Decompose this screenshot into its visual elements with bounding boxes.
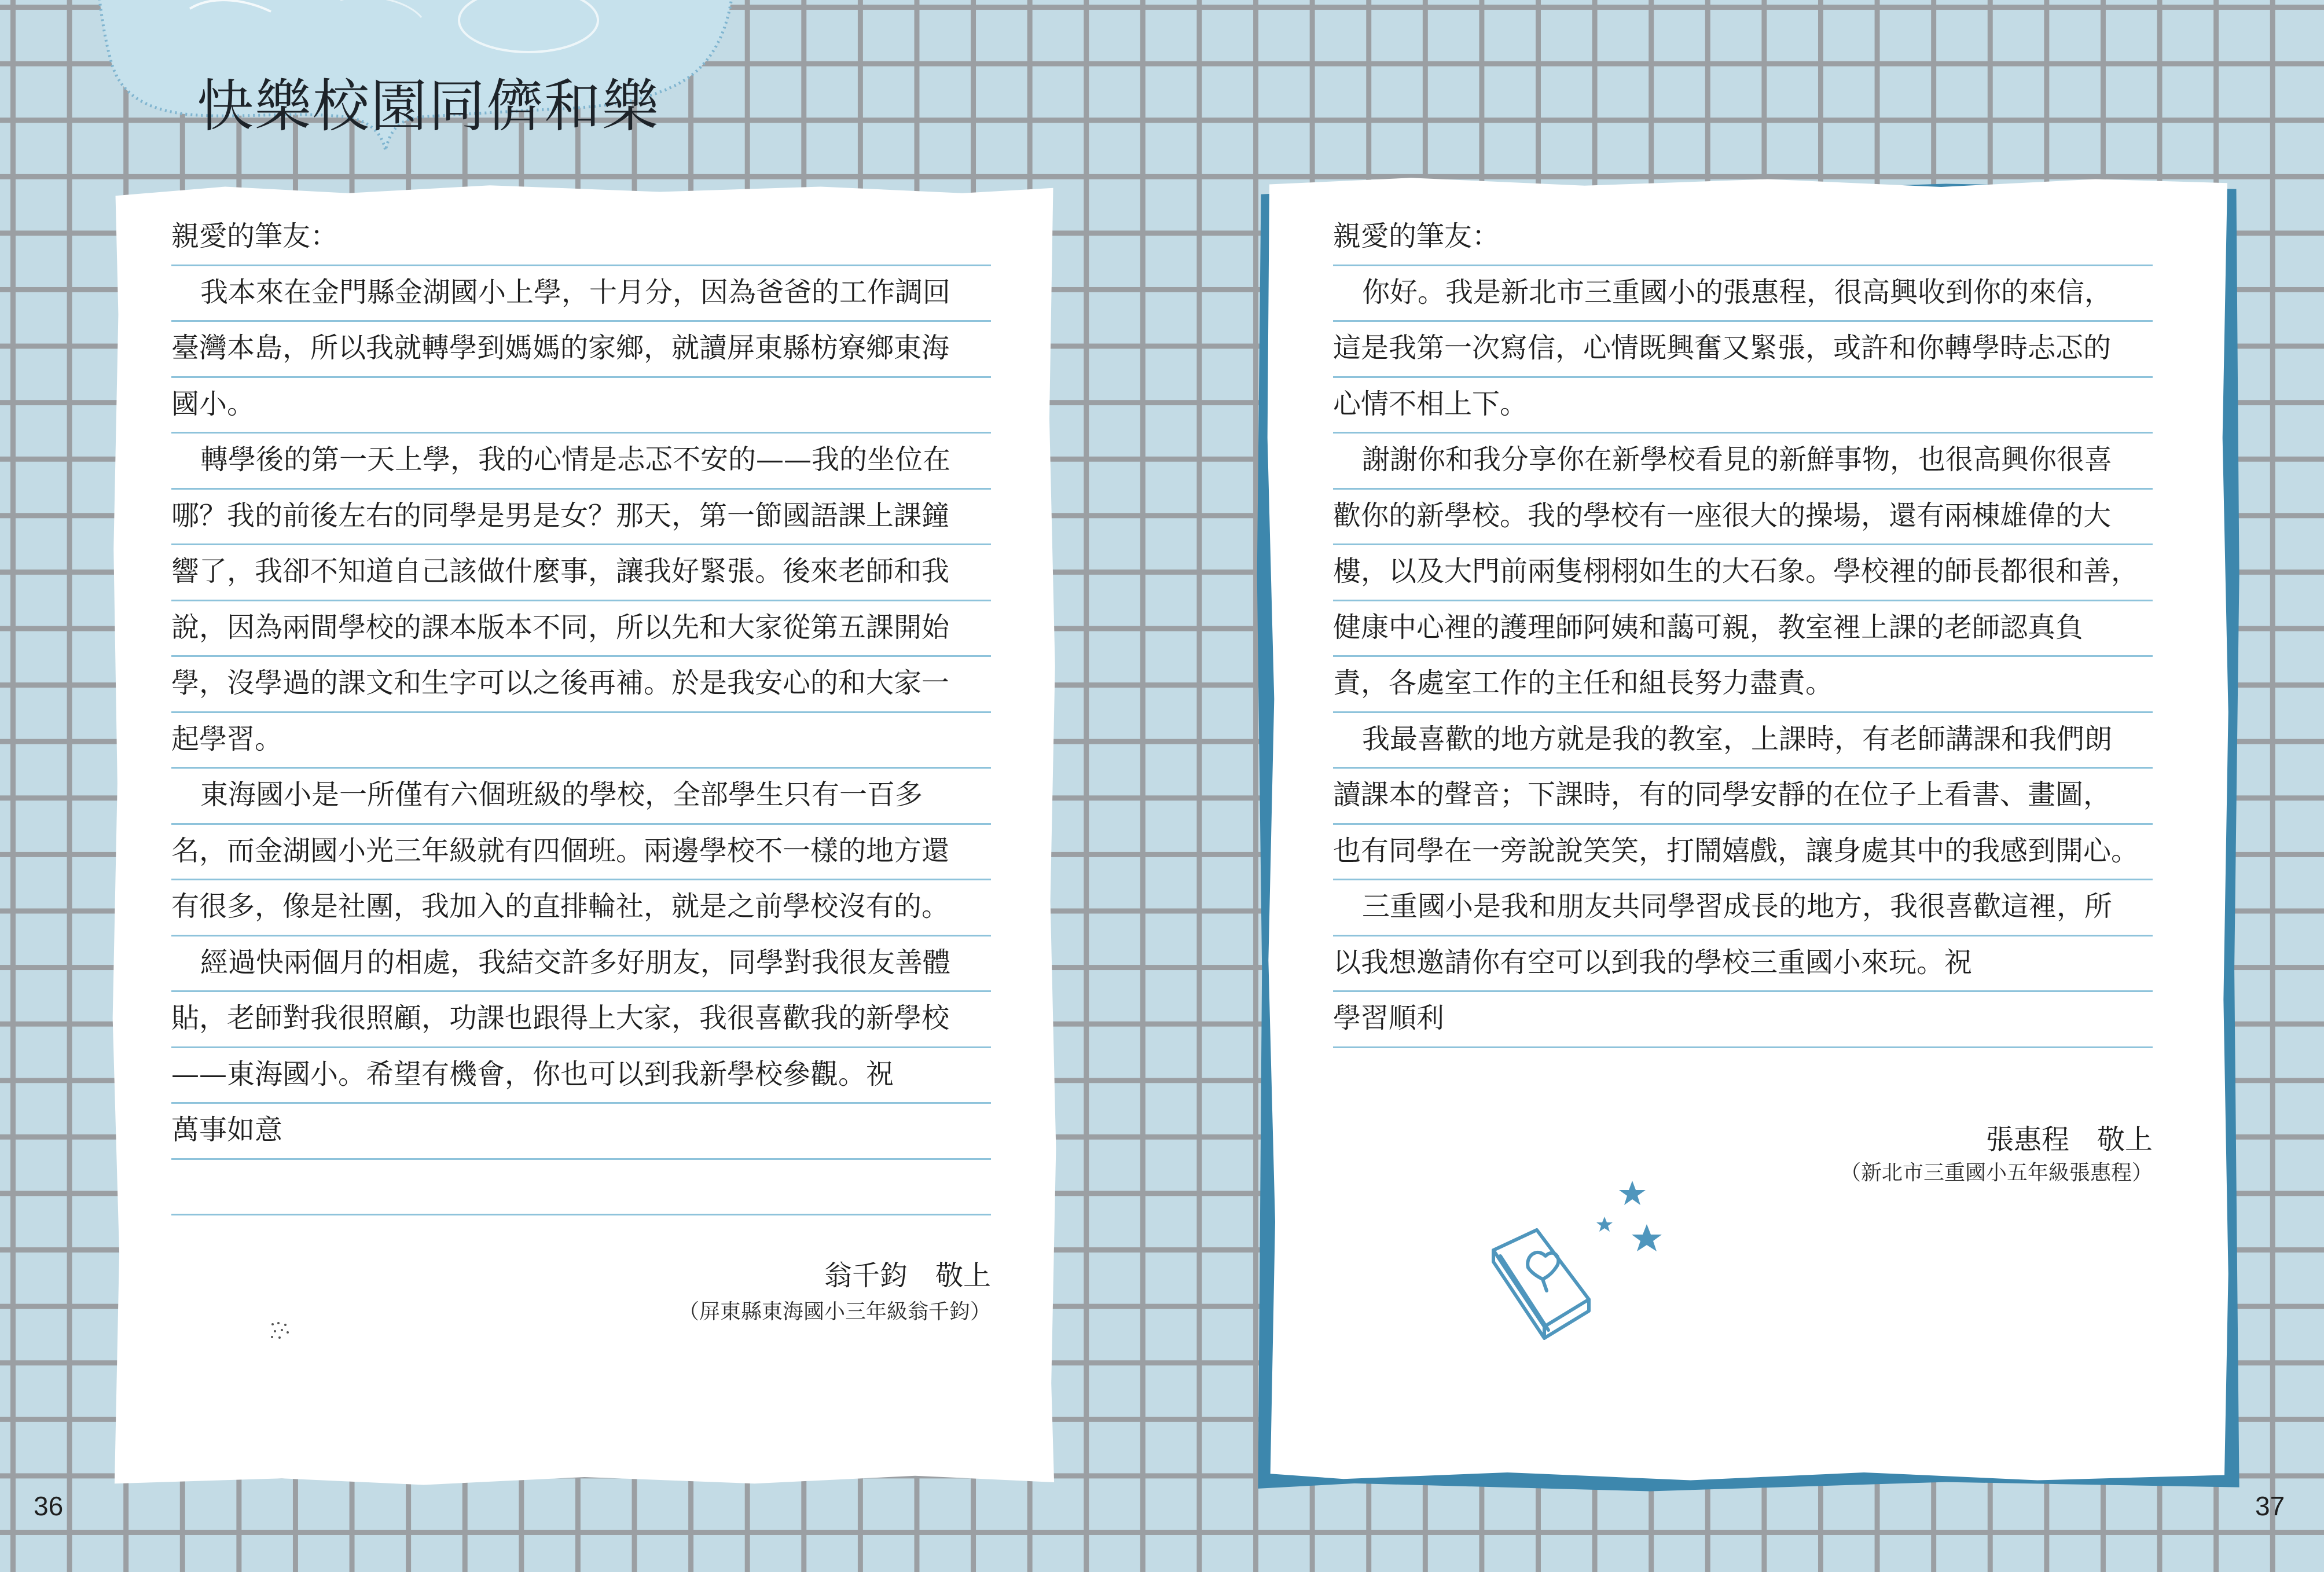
letter-line: 謝謝你和我分享你在新學校看見的新鮮事物，也很高興你很喜 xyxy=(1333,434,2153,490)
letter-line: 樓，以及大門前兩隻栩栩如生的大石象。學校裡的師長都很和善， xyxy=(1333,545,2153,601)
letter-line: 轉學後的第一天上學，我的心情是忐忑不安的——我的坐位在 xyxy=(171,434,991,490)
letter-line: 讀課本的聲音；下課時，有的同學安靜的在位子上看書、畫圖， xyxy=(1333,769,2153,825)
letter-line: 歡你的新學校。我的學校有一座很大的操場，還有兩棟雄偉的大 xyxy=(1333,490,2153,546)
letter-line: 起學習。 xyxy=(171,713,991,769)
letter-line: 經過快兩個月的相處，我結交許多好朋友，同學對我很友善體 xyxy=(171,936,991,993)
letter-line: 萬事如意 xyxy=(171,1104,991,1160)
letter-line: 哪？我的前後左右的同學是男是女？那天，第一節國語課上課鐘 xyxy=(171,490,991,546)
letter-line: 東海國小是一所僅有六個班級的學校，全部學生只有一百多 xyxy=(171,769,991,825)
letter-line: 響了，我卻不知道自己該做什麼事，讓我好緊張。後來老師和我 xyxy=(171,545,991,601)
letter-line: 國小。 xyxy=(171,378,991,434)
letter-line: 貼，老師對我很照顧，功課也跟得上大家，我很喜歡我的新學校 xyxy=(171,992,991,1048)
letter-line: 有很多，像是社團，我加入的直排輪社，就是之前學校沒有的。 xyxy=(171,880,991,936)
letter-line: 也有同學在一旁說說笑笑，打鬧嬉戲，讓身處其中的我感到開心。 xyxy=(1333,825,2153,881)
page-title: 快樂校園同儕和樂 xyxy=(197,74,660,139)
letter-line: 名，而金湖國小光三年級就有四個班。兩邊學校不一樣的地方還 xyxy=(171,825,991,881)
letter-line: 以我想邀請你有空可以到我的學校三重國小來玩。祝 xyxy=(1333,936,2153,993)
dots-decoration xyxy=(269,1320,292,1340)
letter-line: 三重國小是我和朋友共同學習成長的地方，我很喜歡這裡，所 xyxy=(1333,880,2153,936)
letter-line: 責，各處室工作的主任和組長努力盡責。 xyxy=(1333,657,2153,713)
left-signature-note: （屏東縣東海國小三年級翁千鈞） xyxy=(678,1300,991,1324)
letter-line: 你好。我是新北市三重國小的張惠程，很高興收到你的來信， xyxy=(1333,266,2153,322)
letter-line: 我最喜歡的地方就是我的教室，上課時，有老師講課和我們朗 xyxy=(1333,713,2153,769)
letter-line: 心情不相上下。 xyxy=(1333,378,2153,434)
letter-line: 我本來在金門縣金湖國小上學，十月分，因為爸爸的工作調回 xyxy=(171,266,991,322)
letter-line: 這是我第一次寫信，心情既興奮又緊張，或許和你轉學時忐忑的 xyxy=(1333,322,2153,378)
letter-line: ——東海國小。希望有機會，你也可以到我新學校參觀。祝 xyxy=(171,1048,991,1104)
page-number-right: 37 xyxy=(2255,1491,2285,1521)
letter-line: 學習順利 xyxy=(1333,992,2153,1048)
letter-line: 說，因為兩間學校的課本版本不同，所以先和大家從第五課開始 xyxy=(171,601,991,658)
right-letter-body xyxy=(1333,210,2153,1048)
letter-line: 親愛的筆友： xyxy=(1333,210,2153,266)
letter-line: 健康中心裡的護理師阿姨和藹可親，教室裡上課的老師認真負 xyxy=(1333,601,2153,658)
left-letter-body xyxy=(171,210,991,1215)
letter-line xyxy=(171,1160,991,1216)
right-signature: 張惠程 敬上 xyxy=(1985,1123,2153,1156)
page-number-left: 36 xyxy=(34,1491,64,1521)
letter-line: 親愛的筆友： xyxy=(171,210,991,266)
letter-line: 臺灣本島，所以我就轉學到媽媽的家鄉，就讀屏東縣枋寮鄉東海 xyxy=(171,322,991,378)
letter-line: 學，沒學過的課文和生字可以之後再補。於是我安心的和大家一 xyxy=(171,657,991,713)
book-icon xyxy=(1482,1175,1673,1360)
left-signature: 翁千鈞 敬上 xyxy=(824,1259,991,1292)
right-signature-note: （新北市三重國小五年級張惠程） xyxy=(1840,1161,2153,1185)
